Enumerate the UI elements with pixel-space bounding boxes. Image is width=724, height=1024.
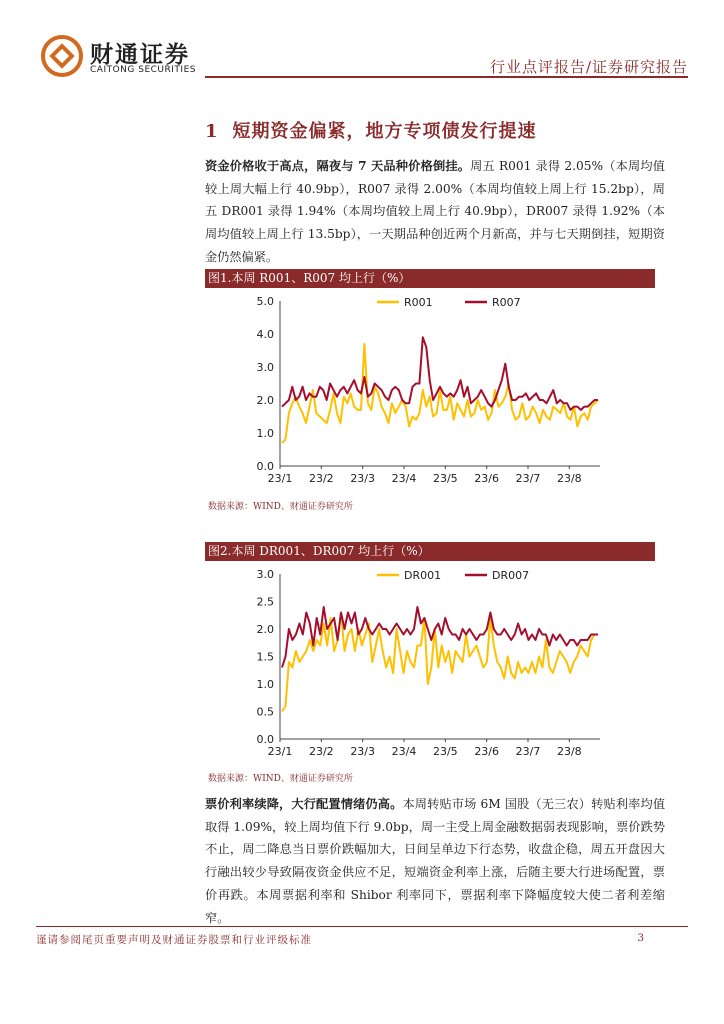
company-logo bbox=[40, 34, 220, 78]
legend-label-r007: R007 bbox=[492, 296, 521, 309]
legend-label-dr007: DR007 bbox=[492, 569, 530, 582]
section-heading bbox=[205, 117, 537, 143]
paragraph-funding bbox=[205, 155, 665, 269]
y-tick-label: 2.0 bbox=[256, 394, 274, 407]
paragraph-body: 本周转贴市场 6M 国股（无三农）转贴利率均值取得 1.09%，较上周均值下行 9.0bp，周一主受上周金融数据弱表现影响，票价跌势不止，周二降息当日票价跌幅加大，日间呈单边下行态势，收盘企稳，周五开盘因大行融出较少导致隔夜资金供应不足，短端资金利率上涨，后随主要大行进场配置，票价再跌。本周票据利率和 Shibor 利率同下，票据利率下降幅度较大使二者利差缩窄。 bbox=[205, 797, 666, 925]
figure2-caption: 图2.本周 DR001、DR007 均上行（%） bbox=[205, 542, 655, 561]
x-tick-label: 23/1 bbox=[267, 745, 293, 758]
figure1-caption: 图1.本周 R001、R007 均上行（%） bbox=[205, 269, 655, 288]
chart-r001-r007 bbox=[205, 290, 655, 490]
report-type: 行业点评报告/证券研究报告 bbox=[489, 58, 688, 76]
y-tick-label: 3.0 bbox=[256, 568, 274, 581]
section-title-text: 短期资金偏紧，地方专项债发行提速 bbox=[232, 121, 537, 142]
x-tick-label: 23/3 bbox=[350, 745, 376, 758]
y-tick-label: 0.0 bbox=[256, 733, 274, 746]
y-tick-label: 4.0 bbox=[256, 328, 274, 341]
x-tick-label: 23/2 bbox=[308, 472, 334, 485]
x-tick-label: 23/8 bbox=[556, 745, 582, 758]
y-tick-label: 2.5 bbox=[256, 595, 274, 609]
y-tick-label: 1.0 bbox=[256, 678, 274, 691]
figure1-source: 数据来源：WIND、财通证券研究所 bbox=[208, 502, 353, 512]
paragraph-lead: 票价利率续降，大行配置情绪仍高。 bbox=[205, 797, 403, 811]
logo-text-en: CAITONG SECURITIES bbox=[90, 65, 196, 75]
x-tick-label: 23/3 bbox=[350, 472, 376, 485]
footer-disclaimer: 谨请参阅尾页重要声明及财通证券股票和行业评级标准 bbox=[36, 934, 312, 946]
y-tick-label: 1.0 bbox=[256, 427, 274, 440]
x-tick-label: 23/7 bbox=[515, 745, 541, 758]
y-tick-label: 0.5 bbox=[256, 705, 274, 719]
y-tick-label: 2.0 bbox=[256, 623, 274, 636]
x-tick-label: 23/5 bbox=[432, 745, 458, 758]
paragraph-body: 周五 R001 录得 2.05%（本周均值较上周大幅上行 40.9bp），R007 录得 2.00%（本周均值较上周上行 15.2bp），周五 DR001 录得 1.94%（本周均值较上周上行 40.9bp），DR007 录得 1.92%（本周均值较上周上行 13.5bp），一天期品种创近两个月新高，并与七天期倒挂，短期资金仍然偏紧。 bbox=[205, 159, 665, 264]
paragraph-lead: 资金价格收于高点，隔夜与 7 天品种价格倒挂。 bbox=[205, 159, 471, 173]
x-tick-label: 23/4 bbox=[391, 745, 417, 758]
y-tick-label: 1.5 bbox=[256, 650, 274, 664]
section-number: 1 bbox=[205, 121, 219, 142]
logo-emblem-icon bbox=[40, 34, 84, 78]
x-tick-label: 23/5 bbox=[432, 472, 458, 485]
x-tick-label: 23/1 bbox=[267, 472, 293, 485]
y-tick-label: 0.0 bbox=[256, 460, 274, 473]
x-tick-label: 23/4 bbox=[391, 472, 417, 485]
x-tick-label: 23/6 bbox=[474, 472, 500, 485]
paragraph-bills bbox=[205, 793, 665, 929]
logo-text-cn: 财通证券 bbox=[90, 42, 190, 68]
x-tick-label: 23/7 bbox=[515, 472, 541, 485]
chart-dr001-dr007 bbox=[205, 563, 655, 763]
footer-divider bbox=[36, 926, 688, 927]
figure2-source: 数据来源：WIND、财通证券研究所 bbox=[208, 774, 353, 784]
page-number: 3 bbox=[637, 932, 644, 944]
legend-label-dr001: DR001 bbox=[404, 569, 442, 582]
y-tick-label: 5.0 bbox=[256, 295, 274, 308]
x-tick-label: 23/8 bbox=[556, 472, 582, 485]
series-line-r007 bbox=[282, 337, 598, 410]
legend-label-r001: R001 bbox=[404, 296, 433, 309]
x-tick-label: 23/2 bbox=[308, 745, 334, 758]
y-tick-label: 3.0 bbox=[256, 361, 274, 374]
x-tick-label: 23/6 bbox=[474, 745, 500, 758]
header-divider bbox=[205, 76, 688, 78]
